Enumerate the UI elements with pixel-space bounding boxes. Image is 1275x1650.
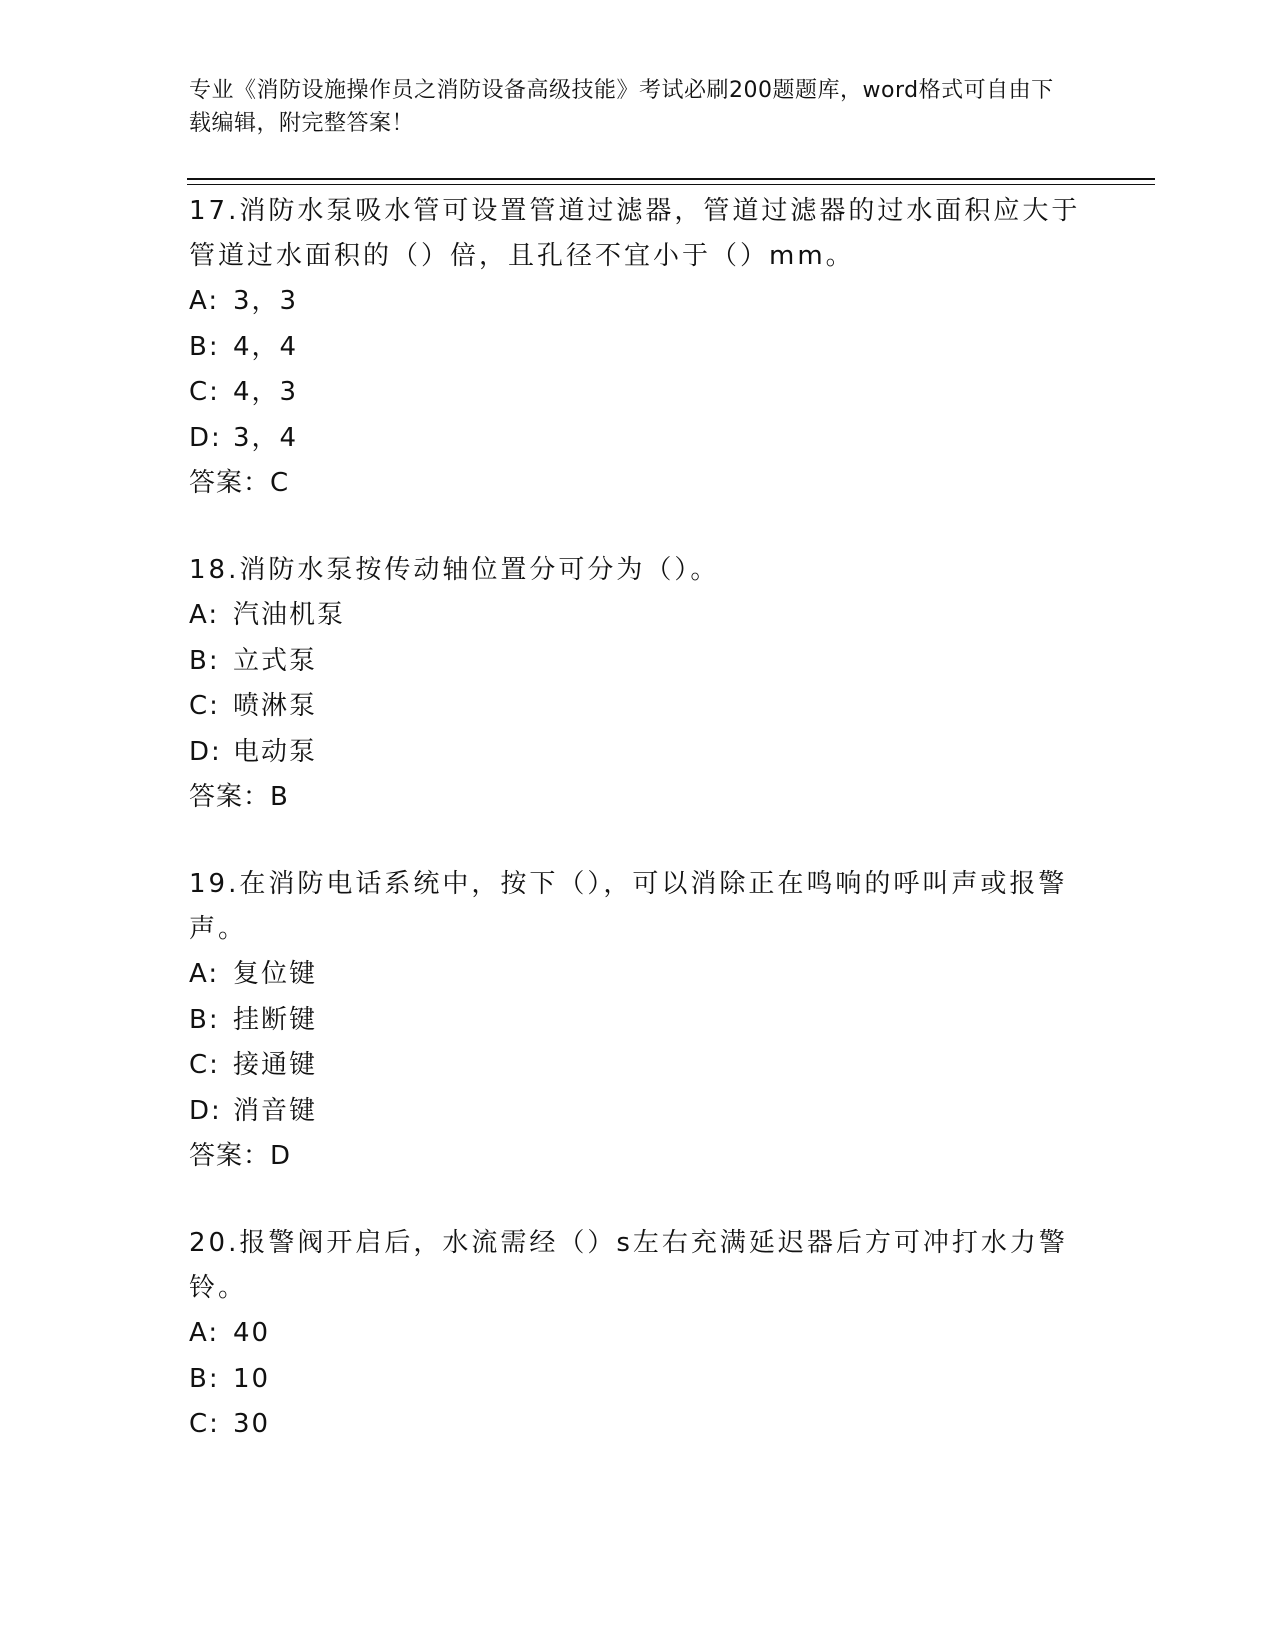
question-20	[189, 1220, 1089, 1448]
option-letter: D:	[189, 422, 222, 453]
option-c	[189, 370, 1089, 416]
option-letter: B:	[189, 1004, 220, 1035]
option-text: 40	[233, 1318, 271, 1348]
question-18	[189, 547, 1089, 820]
answer-line: 答案：D	[189, 1141, 292, 1171]
option-letter: C:	[189, 1050, 220, 1080]
option-text: 接通键	[233, 1050, 318, 1080]
question-list	[189, 188, 1089, 1489]
option-text: 复位键	[233, 959, 318, 989]
option-letter: A:	[189, 959, 220, 989]
option-d	[189, 416, 1089, 462]
question-stem: 20.报警阀开启后，水流需经（）s左右充满延迟器后方可冲打水力警铃。	[189, 1228, 1068, 1303]
option-letter: A:	[189, 1318, 220, 1348]
option-a	[189, 952, 1089, 998]
option-text: 30	[233, 1409, 271, 1439]
option-text: 挂断键	[233, 1004, 318, 1035]
question-stem: 17.消防水泵吸水管可设置管道过滤器，管道过滤器的过水面积应大于管道过水面积的（）倍，且孔径不宜小于（）mm。	[189, 196, 1081, 271]
option-text: 4，4	[233, 331, 299, 362]
answer-line: 答案：B	[189, 782, 289, 812]
option-a	[189, 1311, 1089, 1357]
option-letter: C:	[189, 691, 220, 721]
option-text: 喷淋泵	[233, 691, 318, 721]
answer-line: 答案：C	[189, 468, 290, 498]
option-text: 3，3	[233, 286, 299, 316]
option-c	[189, 1402, 1089, 1448]
header-divider-thin	[187, 184, 1155, 185]
option-d	[189, 1089, 1089, 1135]
option-letter: B:	[189, 331, 220, 362]
option-text: 消音键	[233, 1095, 318, 1126]
option-c	[189, 1043, 1089, 1089]
option-c	[189, 684, 1089, 730]
document-header: 专业《消防设施操作员之消防设备高级技能》考试必刷200题题库，word格式可自由下载编辑，附完整答案！	[189, 78, 1054, 136]
option-letter: B:	[189, 1363, 220, 1394]
option-letter: A:	[189, 600, 220, 630]
option-b	[189, 998, 1089, 1044]
option-d	[189, 730, 1089, 776]
option-letter: D:	[189, 736, 222, 767]
option-letter: A:	[189, 286, 220, 316]
option-a	[189, 279, 1089, 325]
option-text: 电动泵	[233, 736, 318, 767]
option-text: 立式泵	[233, 645, 318, 676]
option-b	[189, 1357, 1089, 1403]
option-text: 3，4	[233, 422, 299, 453]
option-text: 4，3	[233, 377, 299, 407]
option-letter: C:	[189, 1409, 220, 1439]
question-stem: 19.在消防电话系统中，按下（），可以消除正在鸣响的呼叫声或报警声。	[189, 869, 1068, 944]
question-17	[189, 188, 1089, 506]
option-letter: C:	[189, 377, 220, 407]
option-b	[189, 325, 1089, 371]
question-stem: 18.消防水泵按传动轴位置分可分为（）。	[189, 555, 720, 585]
option-text: 汽油机泵	[233, 600, 346, 630]
option-letter: B:	[189, 645, 220, 676]
option-text: 10	[233, 1363, 271, 1394]
option-b	[189, 639, 1089, 685]
option-letter: D:	[189, 1095, 222, 1126]
header-divider-thick	[187, 178, 1155, 180]
question-19	[189, 861, 1089, 1179]
option-a	[189, 593, 1089, 639]
